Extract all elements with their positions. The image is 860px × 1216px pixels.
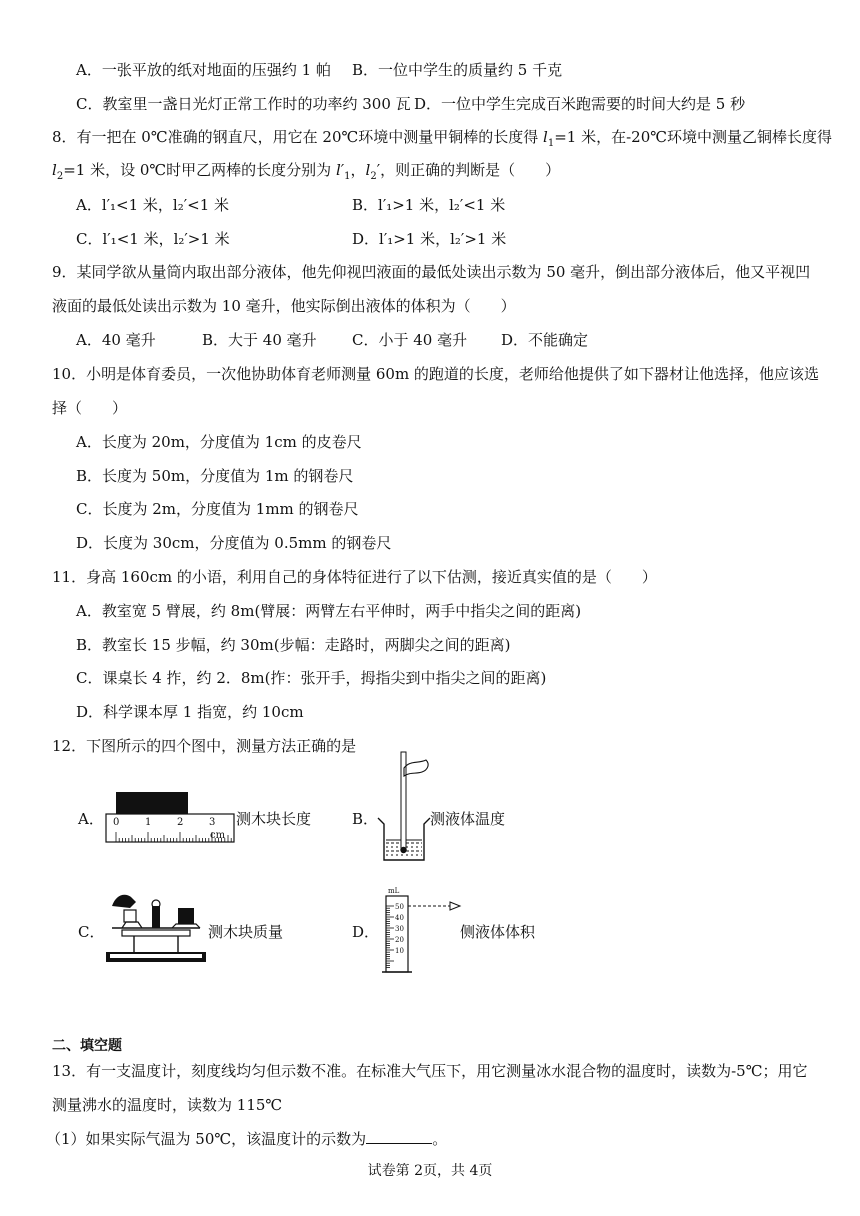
hand-tweezers xyxy=(112,895,136,908)
q9-stem-line2: 液面的最低处读出示数为 10 毫升，他实际倒出液体的体积为（ ） xyxy=(52,297,516,315)
balance-figure xyxy=(104,888,208,968)
q12-label-d[interactable]: D． xyxy=(352,923,380,941)
q8-option-d[interactable]: D．l′₁>1 米，l₂′>1 米 xyxy=(352,230,507,248)
q10-option-c[interactable]: C．长度为 2m，分度值为 1mm 的钢卷尺 xyxy=(76,500,359,518)
q10-stem-line1: 10．小明是体育委员，一次他协助体育老师测量 60m 的跑道的长度，老师给他提供了如下器材让他选择，他应该选 xyxy=(52,365,819,383)
hand xyxy=(404,760,428,776)
q10-option-a[interactable]: A．长度为 20m，分度值为 1cm 的皮卷尺 xyxy=(76,433,362,451)
q13-stem-line1: 13．有一支温度计，刻度线均匀但示数不准。在标准大气压下，用它测量冰水混合物的温度时，读数为-5℃；用它 xyxy=(52,1062,808,1080)
wood-block-on-pan xyxy=(178,908,194,924)
q9-stem-line1: 9．某同学欲从量筒内取出部分液体，他先仰视凹液面的最低处读出示数为 50 毫升，倒出部分液体后，他又平视凹 xyxy=(52,263,811,281)
cylinder-figure xyxy=(380,884,466,976)
q9-option-b[interactable]: B．大于 40 毫升 xyxy=(202,331,317,349)
q11-stem: 11．身高 160cm 的小语，利用自己的身体特征进行了以下估测，接近真实值的是（ ） xyxy=(52,568,657,586)
q7-option-b[interactable]: B．一位中学生的质量约 5 千克 xyxy=(352,61,563,79)
q10-option-b[interactable]: B．长度为 50m，分度值为 1m 的钢卷尺 xyxy=(76,467,354,485)
wood-block xyxy=(116,792,188,814)
q8-option-c[interactable]: C．l′₁<1 米，l₂′>1 米 xyxy=(76,230,230,248)
q10-stem-line2: 择（ ） xyxy=(52,399,128,417)
eye-icon xyxy=(450,902,460,910)
q12-label-b[interactable]: B． xyxy=(352,810,379,828)
balance-pillar xyxy=(152,906,160,928)
cylinder-tick-label: 50 xyxy=(395,903,404,911)
cylinder-tick-label: 40 xyxy=(395,914,404,922)
beaker-thermometer-figure xyxy=(374,746,434,866)
q12-caption-b: 测液体温度 xyxy=(430,810,506,828)
q12-label-c[interactable]: C． xyxy=(78,923,105,941)
q7-option-c[interactable]: C．教室里一盏日光灯正常工作时的功率约 300 瓦 xyxy=(76,95,411,113)
q12-caption-d: 侧液体体积 xyxy=(460,923,536,941)
q10-option-d[interactable]: D．长度为 30cm，分度值为 0.5mm 的钢卷尺 xyxy=(76,534,392,552)
ruler-tick-label: 3 xyxy=(209,817,216,828)
ruler-tick-label: 1 xyxy=(145,817,152,828)
q9-option-a[interactable]: A．40 毫升 xyxy=(76,331,156,349)
answer-blank[interactable] xyxy=(366,1129,432,1144)
q8-option-b[interactable]: B．l′₁>1 米，l₂′<1 米 xyxy=(352,196,506,214)
q12-label-a[interactable]: A． xyxy=(78,810,104,828)
q13-stem-line2: 测量沸水的温度时，读数为 115℃ xyxy=(52,1096,283,1114)
q11-option-c[interactable]: C．课桌长 4 拃，约 2．8m(拃：张开手，拇指尖到中指尖之间的距离) xyxy=(76,669,547,687)
q12-caption-a: 测木块长度 xyxy=(236,810,312,828)
ruler-unit: cm xyxy=(210,830,226,841)
q8-stem-line2: $l_2=1$ 米，设 0℃时甲乙两棒的长度分别为 $l'_1$，$l_2'$，则正确的判断是（ ） xyxy=(52,161,561,182)
q7-option-d[interactable]: D．一位中学生完成百米跑需要的时间大约是 5 秒 xyxy=(414,95,746,113)
q9-option-d[interactable]: D．不能确定 xyxy=(501,331,589,349)
q13-sub1: （1）如果实际气温为 50℃，该温度计的示数为 。 xyxy=(46,1130,448,1148)
q8-option-a[interactable]: A．l′₁<1 米，l₂′<1 米 xyxy=(76,196,230,214)
ruler-tick-label: 0 xyxy=(113,817,120,828)
cylinder-tick-label: 30 xyxy=(395,925,404,933)
q9-option-c[interactable]: C．小于 40 毫升 xyxy=(352,331,468,349)
cylinder-unit: mL xyxy=(388,887,400,895)
q11-option-b[interactable]: B．教室长 15 步幅，约 30m(步幅：走路时，两脚尖之间的距离) xyxy=(76,636,511,654)
thermometer-bulb xyxy=(400,847,406,853)
page-footer: 试卷第 2页，共 4页 xyxy=(367,1163,493,1179)
cylinder-tick-label: 20 xyxy=(395,936,404,944)
section-title: 二、填空题 xyxy=(52,1038,122,1054)
ruler-tick-label: 2 xyxy=(177,817,184,828)
ruler-figure xyxy=(104,790,236,846)
q7-option-a[interactable]: A．一张平放的纸对地面的压强约 1 帕 xyxy=(76,61,331,79)
weight xyxy=(124,910,136,922)
q11-option-a[interactable]: A．教室宽 5 臂展，约 8m(臂展：两臂左右平伸时，两手中指尖之间的距离) xyxy=(76,602,582,620)
q8-stem-line1: 8．有一把在 0℃准确的钢直尺，用它在 20℃环境中测量甲铜棒的长度得 $l_1=1$ 米，在-20℃环境中测量乙铜棒长度得 xyxy=(52,128,833,149)
cylinder-tick-label: 10 xyxy=(395,947,404,955)
q12-stem: 12．下图所示的四个图中，测量方法正确的是 xyxy=(52,737,357,755)
q12-caption-c: 测木块质量 xyxy=(208,923,284,941)
q11-option-d[interactable]: D．科学课本厚 1 指宽，约 10cm xyxy=(76,703,304,721)
